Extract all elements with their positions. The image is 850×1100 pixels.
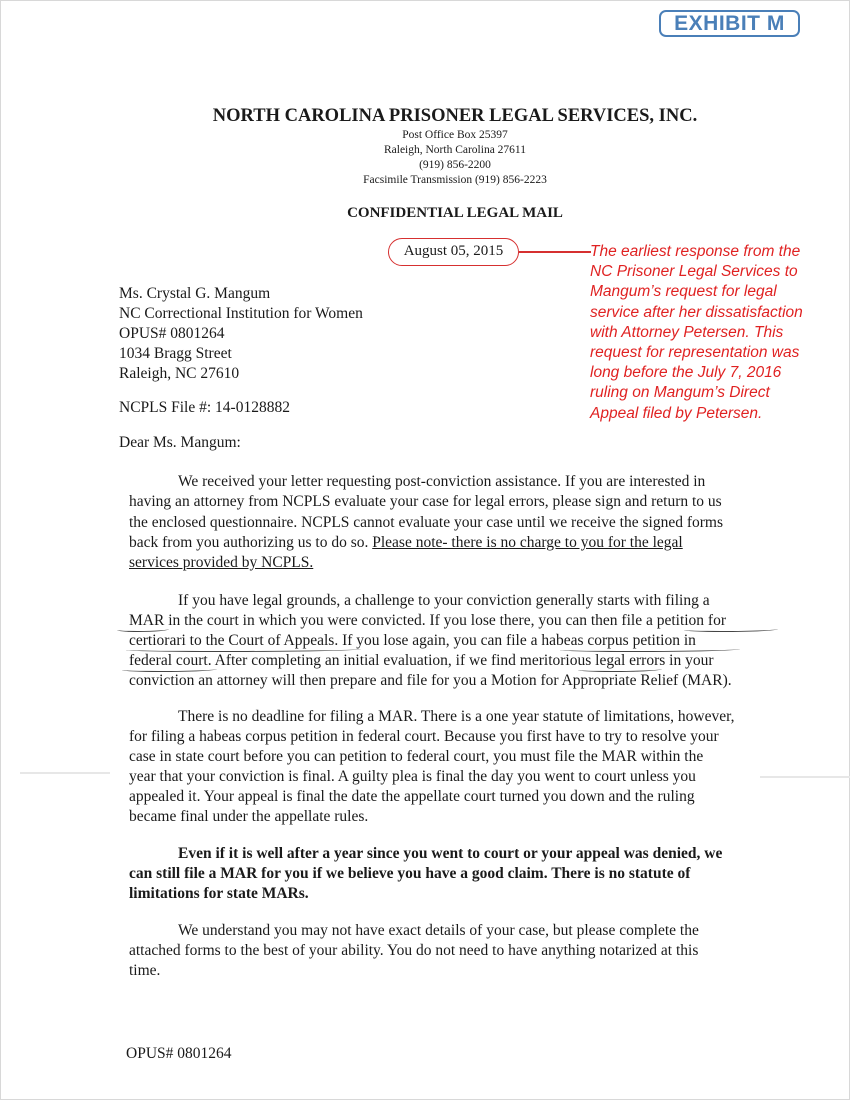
scan-streak [20, 772, 110, 774]
annotation-line: service after her dissatisfaction [590, 303, 803, 321]
recipient-name: Ms. Crystal G. Mangum [119, 285, 271, 302]
body-line: appealed it. Your appeal is final the date the appellate court turned you down and the ruling [129, 788, 695, 805]
recipient-opus: OPUS# 0801264 [119, 325, 225, 342]
body-line: conviction an attorney will then prepare and file for you a Motion for Appropriate Relief (MAR). [129, 672, 732, 689]
annotation-line: Appeal filed by Petersen. [590, 404, 763, 422]
annotation-line: Mangum’s request for legal [590, 283, 777, 301]
letterhead-po-box: Post Office Box 25397 [402, 129, 508, 141]
letterhead-fax: Facsimile Transmission (919) 856-2223 [363, 174, 547, 186]
body-line: year that your conviction is final. A guilty plea is final the day you went to court unless you [129, 768, 696, 785]
body-line: MAR in the court in which you were convicted. If you lose there, you can then file a petition for [129, 612, 727, 629]
body-line: limitations for state MARs. [129, 885, 309, 902]
body-line: If you have legal grounds, a challenge to your conviction generally starts with filing a [178, 592, 710, 609]
body-line: We understand you may not have exact details of your case, but please complete the [178, 922, 699, 939]
letterhead-city: Raleigh, North Carolina 27611 [383, 144, 527, 156]
annotation-line: long before the July 7, 2016 [590, 364, 782, 382]
body-line: attached forms to the best of your ability. You do not need to have anything notarized at this [129, 942, 699, 959]
file-number: NCPLS File #: 14-0128882 [119, 399, 290, 416]
no-charge-note-cont: services provided by NCPLS. [129, 554, 314, 571]
body-line: case in state court before you can petition to federal court, you must file the MAR within the [129, 748, 704, 765]
body-line: back from you authorizing us to do so. Please note- there is no charge to you for the legal [129, 534, 683, 551]
annotation-line: with Attorney Petersen. This [590, 323, 784, 341]
body-line: can still file a MAR for you if we believe you have a good claim. There is no statute of [129, 865, 691, 882]
body-line: certiorari to the Court of Appeals. If you lose again, you can file a habeas corpus petition in [129, 632, 696, 649]
annotation-line: NC Prisoner Legal Services to [590, 263, 798, 281]
confidential-label: CONFIDENTIAL LEGAL MAIL [347, 205, 563, 221]
annotation-line: request for representation was [590, 344, 800, 362]
body-line: the enclosed questionnaire. NCPLS cannot evaluate your case until we receive the signed forms [129, 514, 723, 531]
footer-opus: OPUS# 0801264 [126, 1045, 232, 1062]
recipient-street: 1034 Bragg Street [119, 345, 232, 362]
recipient-institution: NC Correctional Institution for Women [119, 305, 363, 322]
body-line: became final under the appellate rules. [129, 808, 369, 825]
body-line: There is no deadline for filing a MAR. There is a one year statute of limitations, however, [178, 708, 735, 725]
letter-date: August 05, 2015 [388, 238, 519, 266]
exhibit-label: EXHIBIT M [659, 10, 800, 37]
letterhead-phone: (919) 856-2200 [419, 159, 491, 171]
body-line: having an attorney from NCPLS evaluate your case for legal errors, please sign and return to us [129, 493, 722, 510]
body-line: time. [129, 962, 161, 979]
body-line: for filing a habeas corpus petition in federal court. Because you first have to try to resolve your [129, 728, 719, 745]
annotation-note [590, 242, 845, 424]
annotation-line: The earliest response from the [590, 243, 801, 260]
annotation-connector [519, 251, 591, 253]
scan-streak [760, 776, 850, 778]
body-line: We received your letter requesting post-conviction assistance. If you are interested in [178, 473, 706, 490]
recipient-city: Raleigh, NC 27610 [119, 365, 240, 382]
organization-name: NORTH CAROLINA PRISONER LEGAL SERVICES, INC. [212, 106, 698, 126]
annotation-line: ruling on Mangum’s Direct [590, 384, 770, 402]
body-line: Even if it is well after a year since you went to court or your appeal was denied, we [178, 845, 723, 862]
salutation: Dear Ms. Mangum: [119, 434, 241, 451]
body-line: federal court. After completing an initial evaluation, if we find meritorious legal errors in your [129, 652, 714, 669]
no-charge-note: Please note- there is no charge to you for the legal [372, 534, 683, 551]
